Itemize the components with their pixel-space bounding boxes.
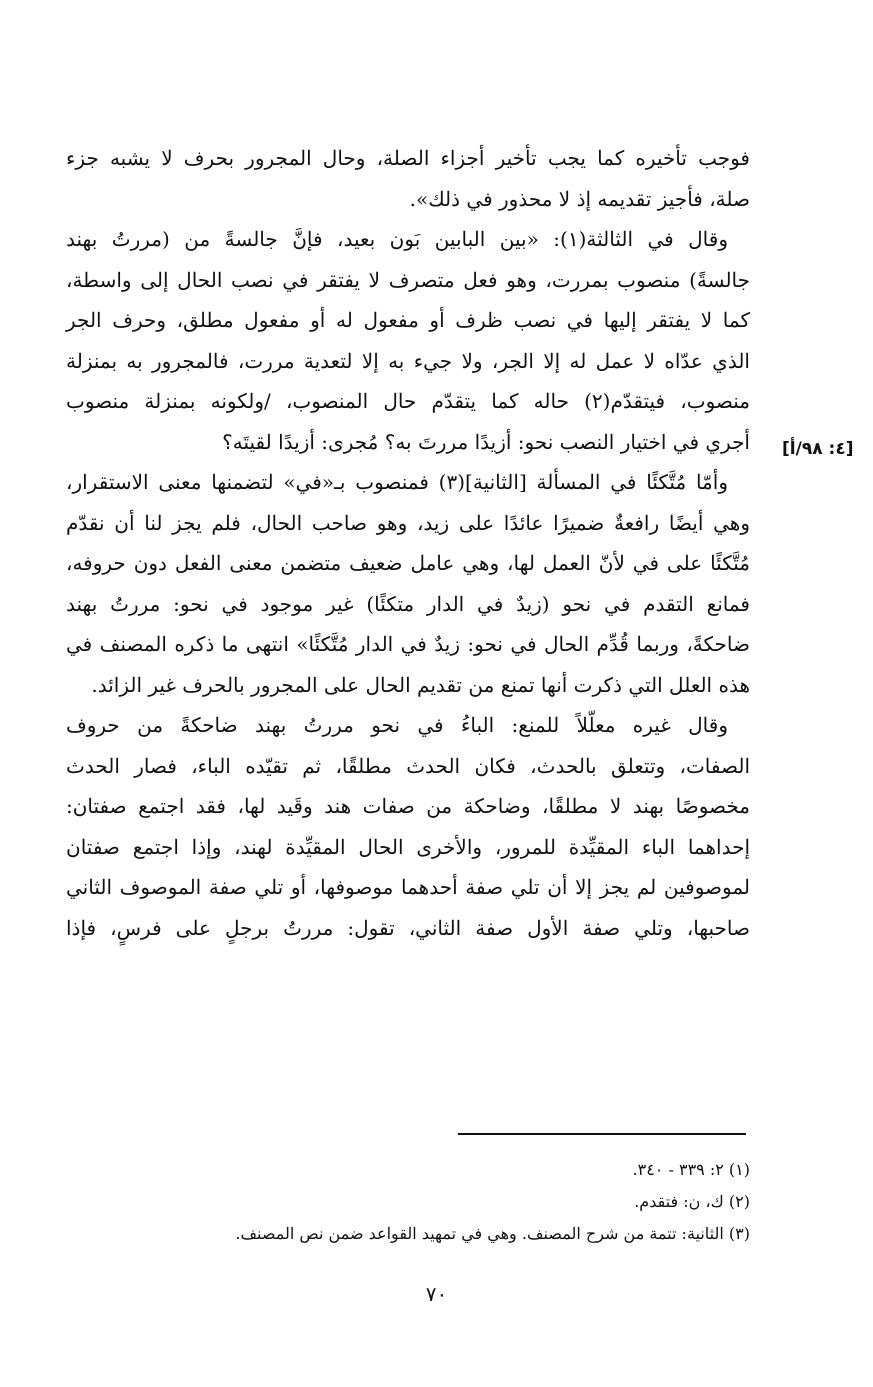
text-line: وقال غيره معلّلاً للمنع: الباءُ في نحو مررتُ بهند ضاحكةً من حروف: [66, 713, 728, 737]
footnote-separator: [458, 1133, 746, 1135]
text-line: ضاحكةً، وربما قُدِّم الحال في نحو: زيدٌ في الدار مُتَّكئًا» انتهى ما ذكره المصنف في: [66, 632, 750, 656]
text-line: جالسةً) منصوب بمررت، وهو فعل متصرف لا يفتقر في نصب الحال إلى واسطة،: [66, 267, 750, 292]
page-number: ٧٠: [425, 1282, 448, 1306]
text-line: وهي أيضًا رافعةٌ ضميرًا عائدًا على زيد، وهو صاحب الحال، فلم يجز لنا أن نقدّم: [66, 510, 750, 535]
text-line: منصوب، فيتقدّم(٢) حاله كما يتقدّم حال المنصوب، /ولكونه بمنزلة منصوب: [66, 389, 750, 413]
footnotes: [150, 1154, 750, 1250]
text-line: إحداهما الباء المقيِّدة للمرور، والأخرى الحال المقيِّدة لهند، وإذا اجتمع صفتان: [66, 834, 750, 859]
text-line: وقال في الثالثة(١): «بين البابين بَون بعيد، فإنَّ جالسةً من (مررتُ بهند: [66, 227, 728, 251]
footnote: (٢) ك، ن: فتقدم.: [634, 1192, 750, 1211]
margin-reference: [٤: ٩٨/أ]: [782, 439, 854, 459]
text-line: لموصوفين لم يجز إلا أن تلي صفة أحدهما موصوفها، أو تلي صفة الموصوف الثاني: [66, 875, 750, 899]
text-line: صلة، فأجيز تقديمه إذ لا محذور في ذلك».: [409, 186, 750, 211]
text-line: الصفات، وتتعلق بالحدث، فكان الحدث مطلقًا، ثم تقيّده الباء، فصار الحدث: [66, 753, 750, 778]
text-line: وأمّا مُتَّكئًا في المسألة [الثانية](٣) فمنصوب بـ«في» لتضمنها معنى الاستقرار،: [66, 470, 728, 494]
text-line: فمانع التقدم في نحو (زيدٌ في الدار متكئًا) غير موجود في نحو: مررتُ بهند: [66, 591, 750, 616]
text-line: فوجب تأخيره كما يجب تأخير أجزاء الصلة، وحال المجرور بحرف لا يشبه جزء: [66, 146, 750, 170]
text-line: صاحبها، وتلي صفة الأول صفة الثاني، تقول: مررتُ برجلٍ على فرسٍ، فإذا: [66, 915, 750, 940]
text-line: كما لا يفتقر إليها في نصب ظرف أو مفعول له أو مفعول مطلق، وحرف الجر: [66, 308, 750, 332]
footnote: (١) ٢: ٣٣٩ - ٣٤٠.: [632, 1160, 750, 1179]
text-line: أجري في اختيار النصب نحو: أزيدًا مررتَ به؟ مُجرى: أزيدًا لقيتَه؟: [222, 429, 750, 454]
text-line: مُتَّكئًا على في لأنّ العمل لها، وهي عامل ضعيف متضمن معنى الفعل دون حروفه،: [66, 551, 751, 575]
text-line: الذي عدّاه لا عمل له إلا الجر، ولا جيء به إلا لتعدية مررت، فالمجرور به بمنزلة: [66, 348, 750, 373]
text-line: هذه العلل التي ذكرت أنها تمنع من تقديم الحال على المجرور بالحرف غير الزائد.: [91, 672, 750, 697]
text-line: مخصوصًا بهند لا مطلقًا، وضاحكة من صفات هند وقَيد لها، فقد اجتمع صفتان:: [66, 794, 750, 818]
footnote: (٣) الثانية: تتمة من شرح المصنف. وهي في تمهيد القواعد ضمن نص المصنف.: [235, 1224, 750, 1243]
main-text: [66, 138, 750, 948]
